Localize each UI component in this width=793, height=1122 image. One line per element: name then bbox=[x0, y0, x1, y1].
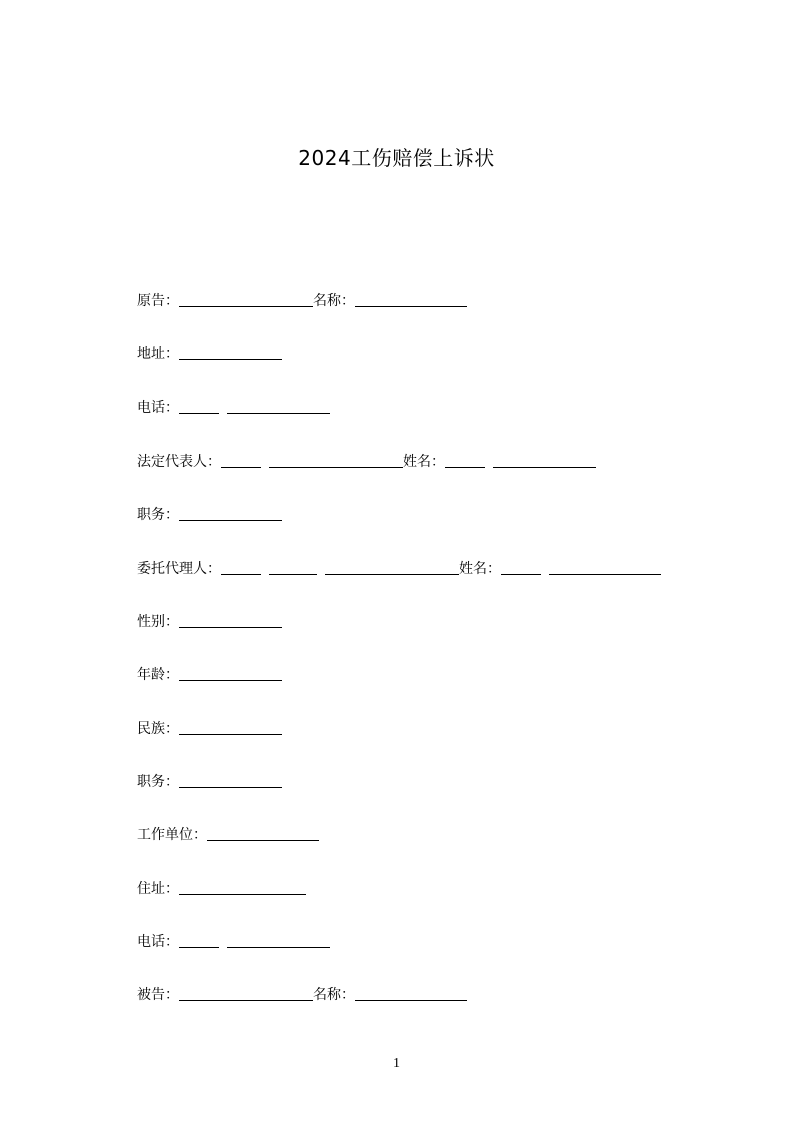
phone-line bbox=[137, 399, 330, 417]
agent-phone-label: 电话： bbox=[137, 934, 179, 950]
workplace-label: 工作单位： bbox=[137, 827, 207, 843]
legal-rep-blank-1[interactable] bbox=[221, 453, 261, 468]
agent-name-label: 姓名： bbox=[459, 561, 501, 577]
phone-blank-2[interactable] bbox=[227, 399, 330, 414]
residence-line bbox=[137, 880, 306, 898]
position-line bbox=[137, 506, 282, 524]
agent-position-label: 职务： bbox=[137, 774, 179, 790]
ethnicity-blank[interactable] bbox=[179, 720, 282, 735]
plaintiff-name-blank[interactable] bbox=[355, 292, 467, 307]
page-number: 1 bbox=[393, 1056, 400, 1071]
agent-phone-blank-1[interactable] bbox=[179, 933, 219, 948]
residence-label: 住址： bbox=[137, 881, 179, 897]
ethnicity-label: 民族： bbox=[137, 721, 179, 737]
agent-blank-2[interactable] bbox=[269, 560, 317, 575]
gender-line bbox=[137, 613, 282, 631]
gender-label: 性别： bbox=[137, 614, 179, 630]
legal-rep-blank-2[interactable] bbox=[269, 453, 403, 468]
gender-blank[interactable] bbox=[179, 613, 282, 628]
agent-name-blank-2[interactable] bbox=[549, 560, 661, 575]
age-label: 年龄： bbox=[137, 667, 179, 683]
plaintiff-blank[interactable] bbox=[179, 292, 313, 307]
legal-rep-label: 法定代表人： bbox=[137, 454, 221, 470]
age-line bbox=[137, 666, 282, 684]
position-blank[interactable] bbox=[179, 506, 282, 521]
agent-position-blank[interactable] bbox=[179, 773, 282, 788]
address-blank[interactable] bbox=[179, 345, 282, 360]
legal-rep-name-blank-2[interactable] bbox=[493, 453, 596, 468]
plaintiff-label: 原告： bbox=[137, 293, 179, 309]
phone-blank-1[interactable] bbox=[179, 399, 219, 414]
agent-name-blank-1[interactable] bbox=[501, 560, 541, 575]
agent-blank-1[interactable] bbox=[221, 560, 261, 575]
ethnicity-line bbox=[137, 720, 282, 738]
plaintiff-name-label: 名称： bbox=[313, 293, 355, 309]
legal-rep-name-blank-1[interactable] bbox=[445, 453, 485, 468]
agent-position-line bbox=[137, 773, 282, 791]
defendant-name-blank[interactable] bbox=[355, 986, 467, 1001]
age-blank[interactable] bbox=[179, 666, 282, 681]
workplace-line bbox=[137, 826, 319, 844]
defendant-label: 被告： bbox=[137, 987, 179, 1003]
legal-rep-name-label: 姓名： bbox=[403, 454, 445, 470]
address-line bbox=[137, 345, 282, 363]
agent-blank-3[interactable] bbox=[325, 560, 459, 575]
agent-line bbox=[137, 560, 661, 578]
defendant-name-label: 名称： bbox=[313, 987, 355, 1003]
residence-blank[interactable] bbox=[179, 880, 306, 895]
legal-rep-line bbox=[137, 453, 596, 471]
plaintiff-line bbox=[137, 292, 467, 310]
address-label: 地址： bbox=[137, 346, 179, 362]
document-title: 2024工伤赔偿上诉状 bbox=[298, 146, 495, 170]
agent-phone-blank-2[interactable] bbox=[227, 933, 330, 948]
defendant-blank[interactable] bbox=[179, 986, 313, 1001]
defendant-line bbox=[137, 986, 467, 1004]
agent-phone-line bbox=[137, 933, 330, 951]
position-label: 职务： bbox=[137, 507, 179, 523]
agent-label: 委托代理人： bbox=[137, 561, 221, 577]
phone-label: 电话： bbox=[137, 400, 179, 416]
workplace-blank[interactable] bbox=[207, 826, 319, 841]
